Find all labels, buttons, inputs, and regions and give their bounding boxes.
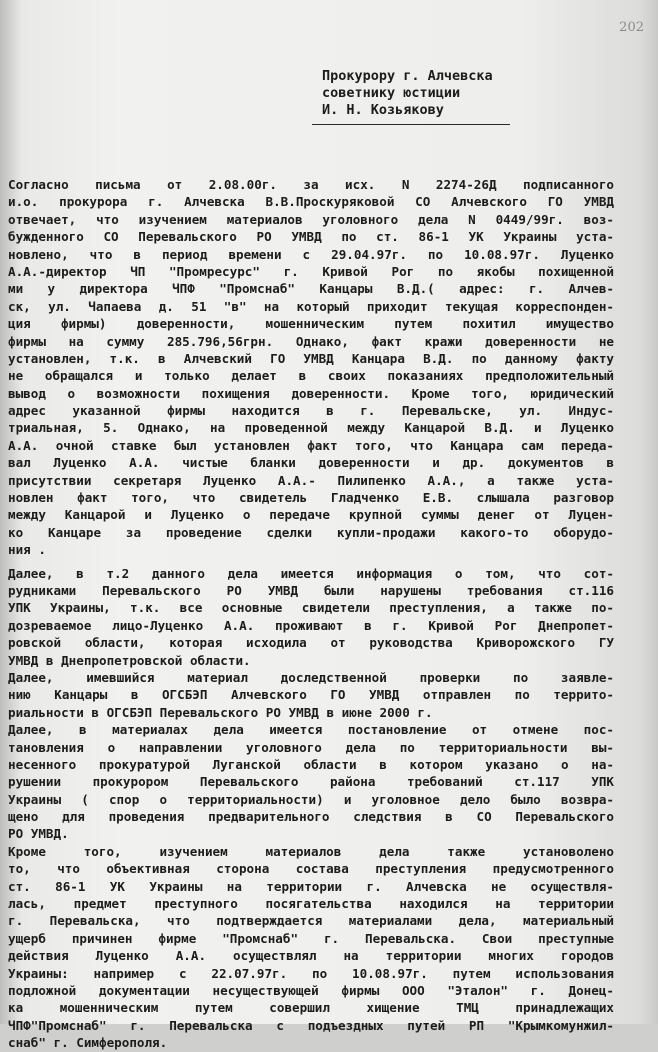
- body-line: УМВД в Днепропетровской области.: [8, 652, 251, 668]
- body-line: Кроме того, изучением материалов дела также установолено: [8, 843, 614, 859]
- body-line: действия Луценко А.А. осуществлял на территории многих городов: [8, 948, 614, 964]
- body-line: РО УМВД.: [8, 826, 69, 842]
- body-line: Согласно письма от 2.08.00г. за исх. N 2274-26Д подписанного: [8, 177, 614, 192]
- body-line: вывод о возможности похищения доверенности. Кроме того, юридический: [8, 385, 614, 401]
- body-line: несенного прокуратурой Луганской области в котором указано о на-: [8, 756, 614, 772]
- body-line: то, что объективная сторона состава преступления предусмотренного: [8, 861, 614, 877]
- body-line: ция фирмы) доверенности, мошенническим путем похитил имущество: [8, 316, 614, 332]
- body-line: лась, предмет преступного посягательства находился на территории: [8, 896, 614, 912]
- body-line: фирмы на сумму 285.796,56грн. Однако, факт кражи доверенности не: [8, 333, 614, 349]
- body-line: А.А.-директор ЧП "Промресурс" г. Кривой Рог по якобы похищенной: [8, 263, 614, 279]
- body-line: и.о. прокурора г. Алчевска В.В.Проскуряковой СО Алчевского ГО УМВД: [8, 194, 614, 210]
- body-line: присутствии секретаря Луценко А.А.- Пилипенко А.А., а также уста-: [8, 472, 614, 488]
- body-line: А.А. очной ставке был установлен факт того, что Канцара сам переда-: [8, 437, 614, 453]
- body-line: ЧПФ"Промснаб" г. Перевальска с подъездных путей РП "Крымкомунжил-: [8, 1017, 614, 1033]
- body-line: дозреваемое лицо-Луценко А.А. проживают в г. Кривой Рог Днепропет-: [8, 617, 614, 633]
- body-line: триальная, 5. Однако, на проведенной между Канцарой В.Д. и Луценко: [8, 420, 614, 436]
- page-number: 202: [619, 20, 644, 35]
- body-line: между Канцарой и Луценко о передаче крупной суммы денег от Луцен-: [8, 507, 614, 523]
- body-line: адрес указанной фирмы находится в г. Перевальске, ул. Индус-: [8, 403, 614, 419]
- body-line: г. Перевальска, что подтверждается материалами дела, материальный: [8, 913, 614, 929]
- body-line: рудниками Перевальского РО УМВД были нарушены требования ст.116: [8, 582, 614, 598]
- body-line: вал Луценко А.А. чистые бланки доверенности и др. документов в: [8, 455, 614, 471]
- body-line: УПК Украины, т.к. все основные свидетели преступления, а также по-: [8, 600, 614, 616]
- body-line: Украины ( спор о территориальности) и уголовное дело было возвра-: [8, 791, 614, 807]
- body-line: ми у директора ЧПФ "Промснаб" Канцары В.Д.( адрес: г. Алчев-: [8, 281, 614, 297]
- body-line: ст. 86-1 УК Украины на территории г. Алчевска не осуществля-: [8, 878, 614, 894]
- body-line: ко Канцаре за проведение сделки купли-продажи какого-то оборудо-: [8, 524, 614, 540]
- body-line: установлен, т.к. в Алчевский ГО УМВД Канцара В.Д. по данному факту: [8, 350, 614, 366]
- body-line: ущерб причинен фирме "Промснаб" г. Перевальска. Свои преступные: [8, 930, 614, 946]
- body-line: Далее, в материалах дела имеется постановление от отмене пос-: [8, 722, 614, 738]
- body-line: щено для проведения предварительного следствия в СО Перевальского: [8, 809, 614, 825]
- body-line: ровской области, которая исходила от руководства Криворожского ГУ: [8, 635, 614, 651]
- body-line: Далее, имевшийся материал доследственной проверки по заявле-: [8, 669, 614, 685]
- body-line: рушении прокурором Перевальского района требований ст.117 УПК: [8, 774, 614, 790]
- body-line: нию Канцары в ОГСБЭП Алчевского ГО УМВД отправлен по террито-: [8, 687, 614, 703]
- body-line: ния .: [8, 542, 46, 558]
- body-line: риальности в ОГСБЭП Перевальского РО УМВД в июне 2000 г.: [8, 704, 433, 720]
- body-line: бужденного СО Перевальского РО УМВД по ст. 86-1 УК Украины уста-: [8, 229, 614, 245]
- letter-body: [8, 176, 614, 1052]
- addressee-line-1: Прокурору г. Алчевска: [322, 68, 493, 84]
- addressee-block: [322, 68, 493, 119]
- body-line: новлено, что в период времени с 29.04.97г. по 10.08.97г. Луценко: [8, 246, 614, 262]
- body-line: Далее, в т.2 данного дела имеется информация о том, что сот-: [8, 565, 614, 581]
- body-line: ск, ул. Чапаева д. 51 "в" на который приходит текущая корреспонден-: [8, 298, 614, 314]
- body-line: подложной документации несуществующей фирмы ООО "Эталон" г. Донец-: [8, 982, 614, 998]
- addressee-line-3: И. Н. Козьякову: [322, 102, 444, 118]
- addressee-line-2: советнику юстиции: [322, 85, 461, 101]
- body-line: снаб" г. Симферополя.: [8, 1035, 168, 1051]
- body-line: отвечает, что изучением материалов уголовного дела N 0449/99г. воз-: [8, 211, 614, 227]
- body-line: новлен факт того, что свидетель Гладченко Е.В. слышала разговор: [8, 490, 614, 506]
- body-line: Украины: например с 22.07.97г. по 10.08.97г. путем использования: [8, 965, 614, 981]
- addressee-underline: [312, 124, 510, 125]
- body-line: тановления о направлении уголовного дела по территориальности вы-: [8, 739, 614, 755]
- body-line: не обращался и только делает в своих показаниях предположительный: [8, 368, 614, 384]
- body-line: ка мошенническим путем совершил хищение ТМЦ принадлежащих: [8, 1000, 614, 1016]
